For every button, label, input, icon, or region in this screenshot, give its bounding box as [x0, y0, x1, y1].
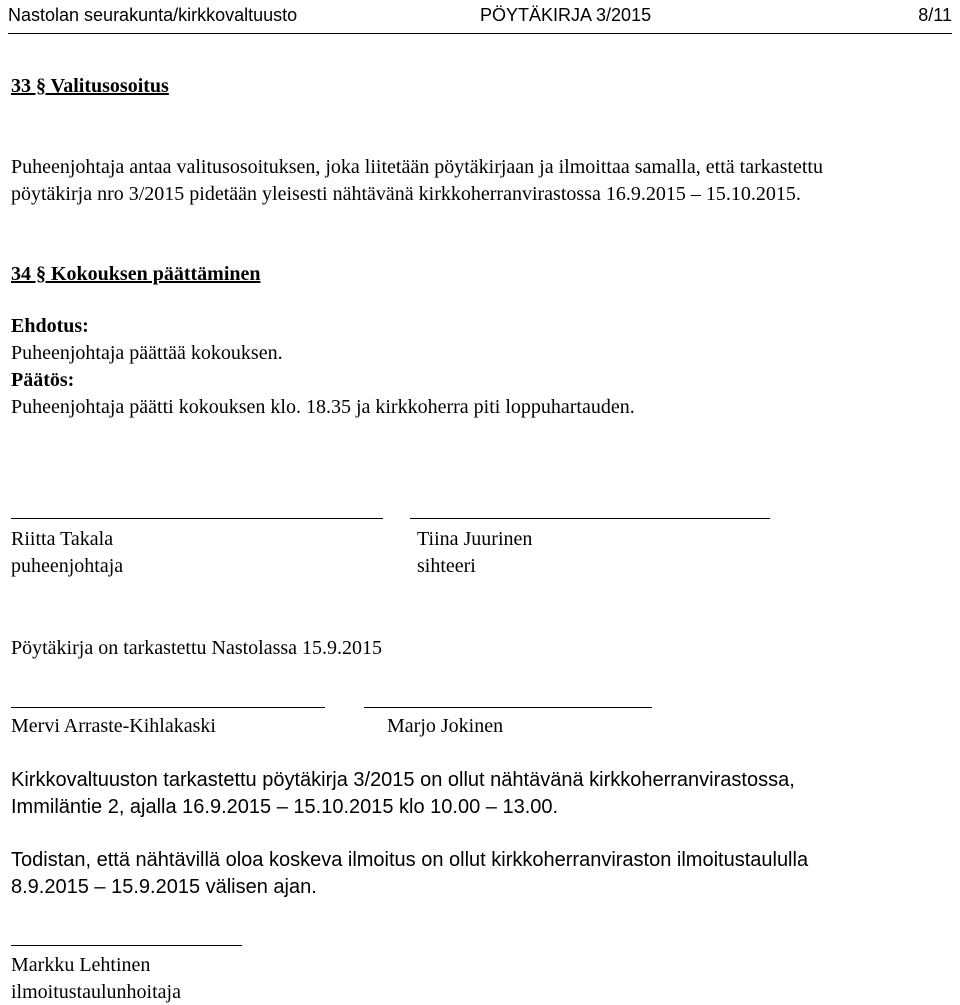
header-organization: Nastolan seurakunta/kirkkovaltuusto	[8, 5, 298, 25]
checker1-name: Mervi Arraste-Kihlakaski	[11, 715, 216, 737]
secretary-signature-line	[410, 518, 770, 519]
proposal-label: Ehdotus:	[11, 315, 89, 337]
decision-text: Puheenjohtaja päätti kokouksen klo. 18.35 ja kirkkoherra piti loppuhartauden.	[11, 396, 635, 418]
display-notice-line1: Kirkkovaltuuston tarkastettu pöytäkirja 3/2015 on ollut nähtävänä kirkkoherranvirastossa,	[11, 769, 795, 791]
verification-text: Pöytäkirja on tarkastettu Nastolassa 15.9.2015	[11, 637, 383, 659]
header-document-title: PÖYTÄKIRJA 3/2015	[480, 5, 652, 25]
page-header	[8, 3, 952, 34]
secretary-name: Tiina Juurinen	[417, 528, 533, 550]
proposal-text: Puheenjohtaja päättää kokouksen.	[11, 342, 283, 364]
checker2-name: Marjo Jokinen	[387, 715, 504, 737]
header-page-number: 8/11	[918, 5, 952, 25]
chair-name: Riitta Takala	[11, 528, 114, 550]
chair-role: puheenjohtaja	[11, 555, 124, 577]
section-33-heading: 33 § Valitusosoitus	[11, 75, 169, 97]
checker1-signature-line	[11, 707, 325, 708]
section-33-text-line1: Puheenjohtaja antaa valitusosoituksen, joka liitetään pöytäkirjaan ja ilmoittaa samalla, että tarkastettu	[11, 156, 823, 178]
chair-signature-line	[11, 518, 383, 519]
section-34-heading: 34 § Kokouksen päättäminen	[11, 263, 261, 285]
notice-board-keeper-name: Markku Lehtinen	[11, 954, 151, 976]
section-33-text-line2: pöytäkirja nro 3/2015 pidetään yleisesti nähtävänä kirkkoherranvirastossa 16.9.2015 – 15.10.2015.	[11, 183, 801, 205]
decision-label: Päätös:	[11, 369, 75, 391]
display-notice-line2: Immiläntie 2, ajalla 16.9.2015 – 15.10.2015 klo 10.00 – 13.00.	[11, 796, 559, 818]
notice-board-keeper-signature-line	[11, 945, 242, 946]
notice-board-keeper-role: ilmoitustaulunhoitaja	[11, 981, 181, 1003]
secretary-role: sihteeri	[417, 555, 476, 577]
attestation-line1: Todistan, että nähtävillä oloa koskeva ilmoitus on ollut kirkkoherranviraston ilmoitustaululla	[11, 849, 809, 871]
checker2-signature-line	[364, 707, 652, 708]
attestation-line2: 8.9.2015 – 15.9.2015 välisen ajan.	[11, 876, 317, 898]
